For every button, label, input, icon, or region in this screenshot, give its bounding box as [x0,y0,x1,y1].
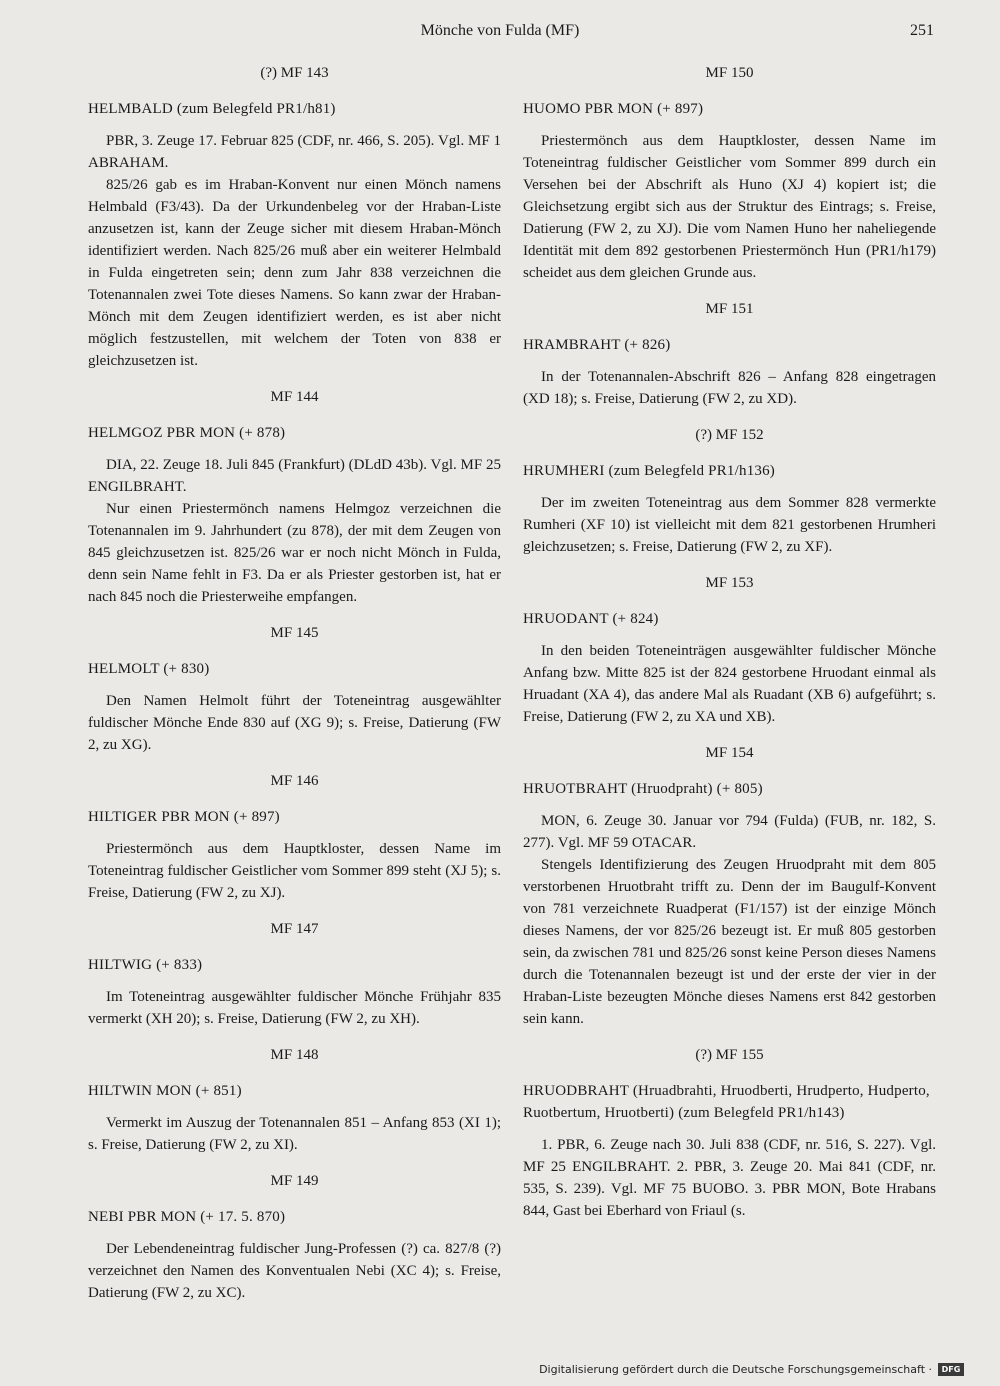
entry-paragraph: Priestermönch aus dem Hauptkloster, dessen Name im Toteneintrag fuldischer Geistlicher vom Sommer 899 durch ein Versehen bei der Abschrift als Huno (XJ 4) kopiert ist; die Gleichsetzung ergibt sich aus der Struktur des Eintrags; s. Freise, Datierung (FW 2, zu XJ). Die vom Namen Huno her naheliegende Identität mit dem 892 gestorbenen Priestermönch Hun (PR1/h179) scheidet aus dem gleichen Grunde aus. [523,133,936,281]
dfg-logo: DFG [938,1363,964,1376]
entry-paragraph: Der im zweiten Toteneintrag aus dem Sommer 828 vermerkte Rumheri (XF 10) ist vielleicht mit dem 821 gestorbenen Hrumheri gleichzusetzen; s. Freise, Datierung (FW 2, zu XF). [523,495,936,555]
entry-paragraph: Nur einen Priestermönch namens Helmgoz verzeichnen die Totenannalen im 9. Jahrhundert (zu 878), der mit dem Zeugen von 845 gleichzusetzen ist. 825/26 war er noch nicht Mönch in Fulda, denn sein Name fehlt in F3. Da er als Priester gestorben ist, hat er nach 845 noch die Priesterweihe empfangen. [88,501,501,605]
page-number: 251 [910,22,934,39]
entry-paragraph: Im Toteneintrag ausgewählter fuldischer Mönche Frühjahr 835 vermerkt (XH 20); s. Freise, Datierung (FW 2, zu XH). [88,989,501,1027]
entry-paragraph: Der Lebendeneintrag fuldischer Jung-Professen (?) ca. 827/8 (?) verzeichnet den Namen des Konventualen Nebi (XC 4); s. Freise, Datierung (FW 2, zu XC). [88,1241,501,1301]
entry [88,770,501,904]
entry-number: MF 151 [705,301,754,317]
entry [523,572,936,728]
entry [88,386,501,608]
entry-number: MF 153 [705,575,754,591]
entry-heading: HILTWIG (+ 833) [88,957,203,973]
entry-heading: HRAMBRAHT (+ 826) [523,337,671,353]
entry-number: MF 145 [270,625,319,641]
entry-number: MF 150 [705,65,754,81]
entry-number: (?) MF 152 [695,427,764,443]
left-column [88,62,501,1318]
entry-number: MF 144 [270,389,319,405]
entry-heading: HELMGOZ PBR MON (+ 878) [88,425,286,441]
entry [88,622,501,756]
entry-heading: NEBI PBR MON (+ 17. 5. 870) [88,1209,286,1225]
entry-number: (?) MF 155 [695,1047,764,1063]
entry [88,1170,501,1304]
entry-paragraph: PBR, 3. Zeuge 17. Februar 825 (CDF, nr. 466, S. 205). Vgl. MF 1 ABRAHAM. [88,133,501,171]
entry [523,62,936,284]
entry-heading: HRUOTBRAHT (Hruodpraht) (+ 805) [523,781,763,797]
entry-number: MF 154 [705,745,754,761]
footer-text: Digitalisierung gefördert durch die Deutsche Forschungsgemeinschaft · [539,1363,932,1376]
entry-heading: HELMBALD (zum Belegfeld PR1/h81) [88,101,336,117]
entry-heading: HELMOLT (+ 830) [88,661,210,677]
entry [523,424,936,558]
entry-heading: HILTIGER PBR MON (+ 897) [88,809,280,825]
running-header: Mönche von Fulda (MF) [420,22,580,39]
entry-paragraph: 825/26 gab es im Hraban-Konvent nur einen Mönch namens Helmbald (F3/43). Da der Urkundenbeleg vor der Hraban-Liste anzusetzen ist, kann der Zeuge sicher mit diesem Hraban-Mönch identifiziert werden. Nach 825/26 muß aber ein weiterer Helmbald in Fulda eingetreten sein; denn zum Jahr 838 verzeichnen die Totenannalen zwei Tote dieses Namens. So kann zwar der Hraban-Mönch mit dem Zeugen identifiziert werden, es ist aber nicht möglich festzustellen, mit welchem der Toten von 838 er gleichzusetzen ist. [88,177,501,369]
entry-number: MF 146 [270,773,319,789]
entry-paragraph: MON, 6. Zeuge 30. Januar vor 794 (Fulda) (FUB, nr. 182, S. 277). Vgl. MF 59 OTACAR. [523,813,936,851]
entry-heading: HRUODANT (+ 824) [523,611,659,627]
entry-heading: HILTWIN MON (+ 851) [88,1083,242,1099]
entry-paragraph: 1. PBR, 6. Zeuge nach 30. Juli 838 (CDF, nr. 516, S. 227). Vgl. MF 25 ENGILBRAHT. 2. PBR, 3. Zeuge 20. Mai 841 (CDF, nr. 535, S. 239). Vgl. MF 75 BUOBO. 3. PBR MON, Bote Hrabans 844, Gast bei Eberhard von Friaul (s. [523,1137,936,1219]
entry-paragraph: Vermerkt im Auszug der Totenannalen 851 – Anfang 853 (XI 1); s. Freise, Datierung (FW 2, zu XI). [88,1115,501,1153]
footer-credit [539,1363,964,1376]
entry-paragraph: In der Totenannalen-Abschrift 826 – Anfang 828 eingetragen (XD 18); s. Freise, Datierung (FW 2, zu XD). [523,369,936,407]
entry-number: MF 149 [270,1173,319,1189]
entry [523,1044,936,1222]
entry-paragraph: Priestermönch aus dem Hauptkloster, dessen Name im Toteneintrag fuldischer Geistlicher vom Sommer 899 steht (XJ 5); s. Freise, Datierung (FW 2, zu XJ). [88,841,501,901]
entry-heading: HRUODBRAHT (Hruadbrahti, Hruodberti, Hrudperto, Hudperto, Ruotbertum, Hruotberti) (zum Belegfeld PR1/h143) [523,1083,930,1121]
right-column [523,62,936,1236]
entry-paragraph: Stengels Identifizierung des Zeugen Hruodpraht mit dem 805 verstorbenen Hruotbraht trifft zu. Denn der im Baugulf-Konvent von 781 verzeichnete Ruadperat (F1/157) ist der einzige Mönch dieses Namens, der vor 825/26 bezeugt ist. Er muß 805 gestorben sein, da zwischen 781 und 825/26 sonst keine Person dieses Namens durch die Totenannalen bezeugt ist und der erste der vier in der Hraban-Liste bezeugten Mönche dieses Namens erst 842 gestorben sein kann. [523,857,936,1027]
entry [88,62,501,372]
entry-heading: HUOMO PBR MON (+ 897) [523,101,704,117]
entry-paragraph: DIA, 22. Zeuge 18. Juli 845 (Frankfurt) (DLdD 43b). Vgl. MF 25 ENGILBRAHT. [88,457,501,495]
entry-number: MF 147 [270,921,319,937]
entry [523,742,936,1030]
entry-number: MF 148 [270,1047,319,1063]
entry-paragraph: Den Namen Helmolt führt der Toteneintrag ausgewählter fuldischer Mönche Ende 830 auf (XG 9); s. Freise, Datierung (FW 2, zu XG). [88,693,501,753]
entry [88,918,501,1030]
entry [523,298,936,410]
entry [88,1044,501,1156]
entry-paragraph: In den beiden Toteneinträgen ausgewählter fuldischer Mönche Anfang bzw. Mitte 825 ist der 824 gestorbene Hruodant einmal als Hruadant (XA 4), das andere Mal als Ruadant (XB 6) aufgeführt; s. Freise, Datierung (FW 2, zu XA und XB). [523,643,936,725]
entry-heading: HRUMHERI (zum Belegfeld PR1/h136) [523,463,775,479]
entry-number: (?) MF 143 [260,65,329,81]
